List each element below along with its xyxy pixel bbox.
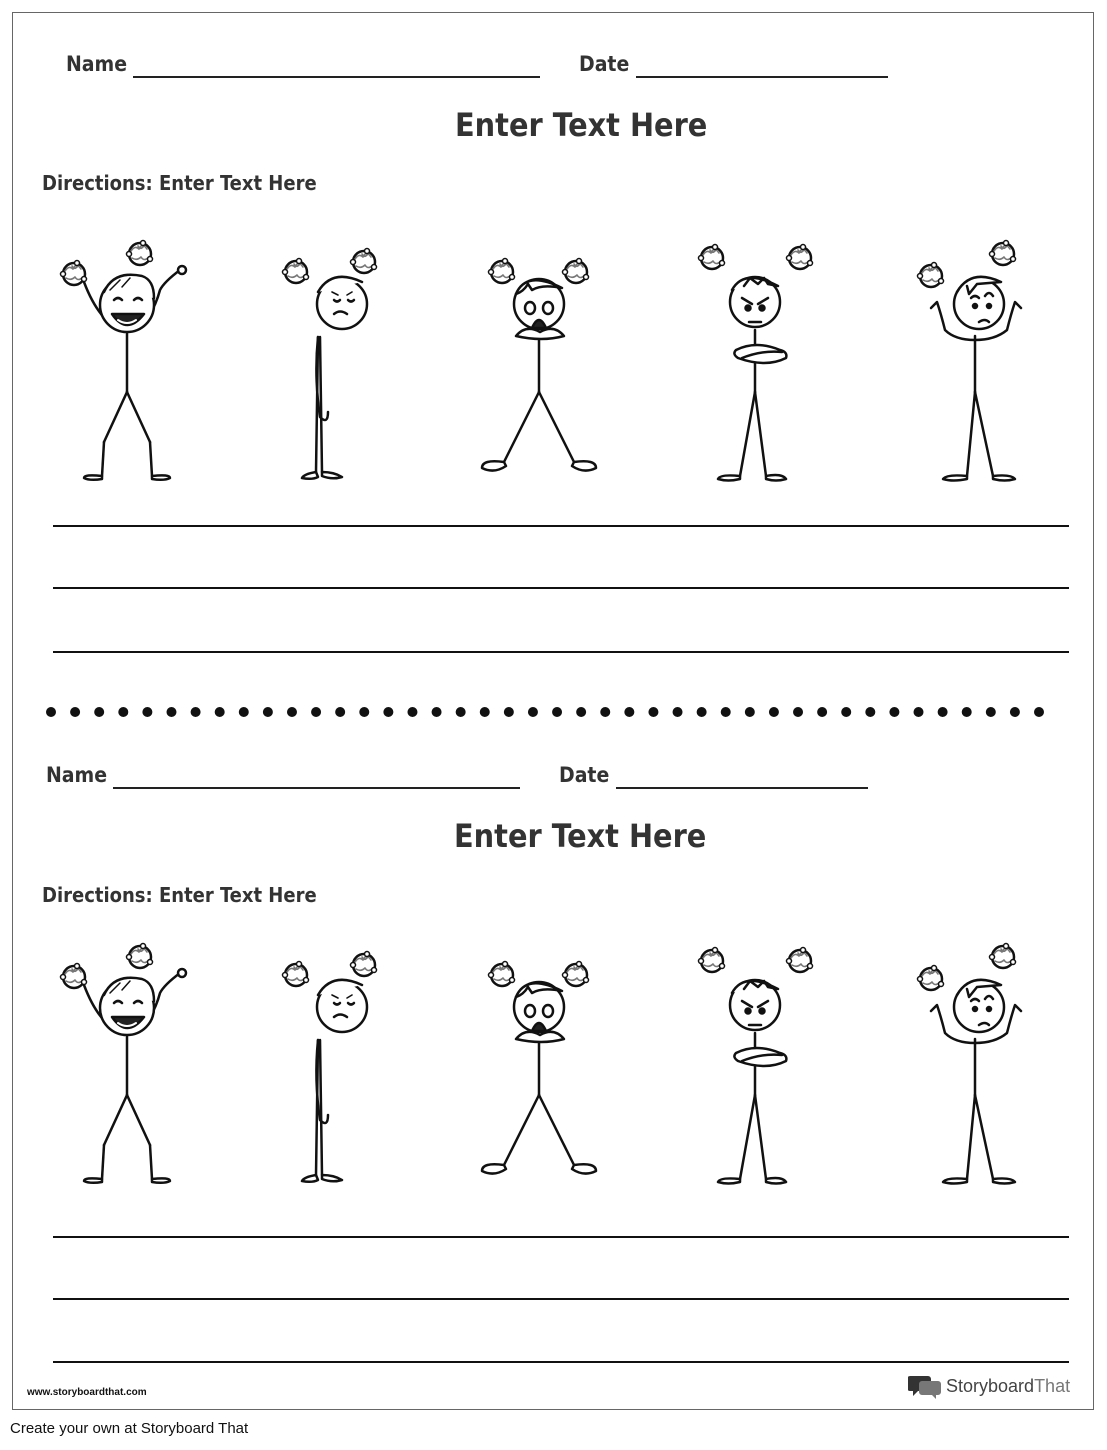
separator-dot <box>528 707 538 717</box>
separator-dot <box>624 707 634 717</box>
separator-dot <box>673 707 683 717</box>
separator-dot <box>46 707 56 717</box>
happy-cheerleader-icon <box>42 232 192 492</box>
separator-dot <box>239 707 249 717</box>
worksheet-title: Enter Text Here <box>455 106 708 144</box>
writing-line[interactable] <box>53 525 1069 527</box>
angry-cheerleader-icon <box>680 935 830 1195</box>
separator-dot <box>263 707 273 717</box>
dotted-cut-line <box>45 704 1045 720</box>
writing-line[interactable] <box>53 1236 1069 1238</box>
date-field[interactable] <box>616 787 868 789</box>
separator-dot <box>745 707 755 717</box>
speech-bubble-icon <box>908 1373 942 1399</box>
separator-dot <box>335 707 345 717</box>
separator-dot <box>504 707 514 717</box>
separator-dot <box>962 707 972 717</box>
name-label: Name <box>66 52 128 76</box>
writing-line[interactable] <box>53 1298 1069 1300</box>
separator-dot <box>769 707 779 717</box>
date-field[interactable] <box>636 76 888 78</box>
separator-dot <box>721 707 731 717</box>
date-label: Date <box>579 52 630 76</box>
worksheet-title: Enter Text Here <box>454 817 707 855</box>
separator-dot <box>914 707 924 717</box>
name-label: Name <box>46 763 108 787</box>
confused-cheerleader-icon <box>897 232 1047 492</box>
name-field[interactable] <box>133 76 540 78</box>
separator-dot <box>70 707 80 717</box>
name-field[interactable] <box>113 787 520 789</box>
writing-line[interactable] <box>53 651 1069 653</box>
separator-dot <box>986 707 996 717</box>
scared-cheerleader-icon <box>464 935 614 1195</box>
writing-line[interactable] <box>53 587 1069 589</box>
separator-dot <box>817 707 827 717</box>
separator-dot <box>793 707 803 717</box>
separator-dot <box>865 707 875 717</box>
directions-text: Directions: Enter Text Here <box>42 171 317 195</box>
footer-url[interactable]: www.storyboardthat.com <box>27 1387 147 1398</box>
separator-dot <box>576 707 586 717</box>
separator-dot <box>480 707 490 717</box>
storyboardthat-logo[interactable] <box>908 1372 1070 1400</box>
separator-dot <box>166 707 176 717</box>
separator-dot <box>456 707 466 717</box>
sad-cheerleader-icon <box>258 232 408 492</box>
separator-dot <box>889 707 899 717</box>
separator-dot <box>841 707 851 717</box>
separator-dot <box>311 707 321 717</box>
separator-dot <box>1010 707 1020 717</box>
separator-dot <box>938 707 948 717</box>
separator-dot <box>648 707 658 717</box>
separator-dot <box>407 707 417 717</box>
separator-dot <box>287 707 297 717</box>
brand-name-part2: That <box>1034 1375 1071 1396</box>
confused-cheerleader-icon <box>897 935 1047 1195</box>
separator-dot <box>1034 707 1044 717</box>
separator-dot <box>359 707 369 717</box>
separator-dot <box>118 707 128 717</box>
separator-dot <box>552 707 562 717</box>
separator-dot <box>142 707 152 717</box>
happy-cheerleader-icon <box>42 935 192 1195</box>
brand-name-part1: Storyboard <box>946 1375 1035 1396</box>
separator-dot <box>383 707 393 717</box>
separator-dot <box>94 707 104 717</box>
separator-dot <box>191 707 201 717</box>
separator-dot <box>432 707 442 717</box>
scared-cheerleader-icon <box>464 232 614 492</box>
date-label: Date <box>559 763 610 787</box>
angry-cheerleader-icon <box>680 232 830 492</box>
create-your-own-link[interactable]: Create your own at Storyboard That <box>10 1420 249 1437</box>
writing-line[interactable] <box>53 1361 1069 1363</box>
directions-text: Directions: Enter Text Here <box>42 883 317 907</box>
separator-dot <box>600 707 610 717</box>
separator-dot <box>215 707 225 717</box>
sad-cheerleader-icon <box>258 935 408 1195</box>
separator-dot <box>697 707 707 717</box>
